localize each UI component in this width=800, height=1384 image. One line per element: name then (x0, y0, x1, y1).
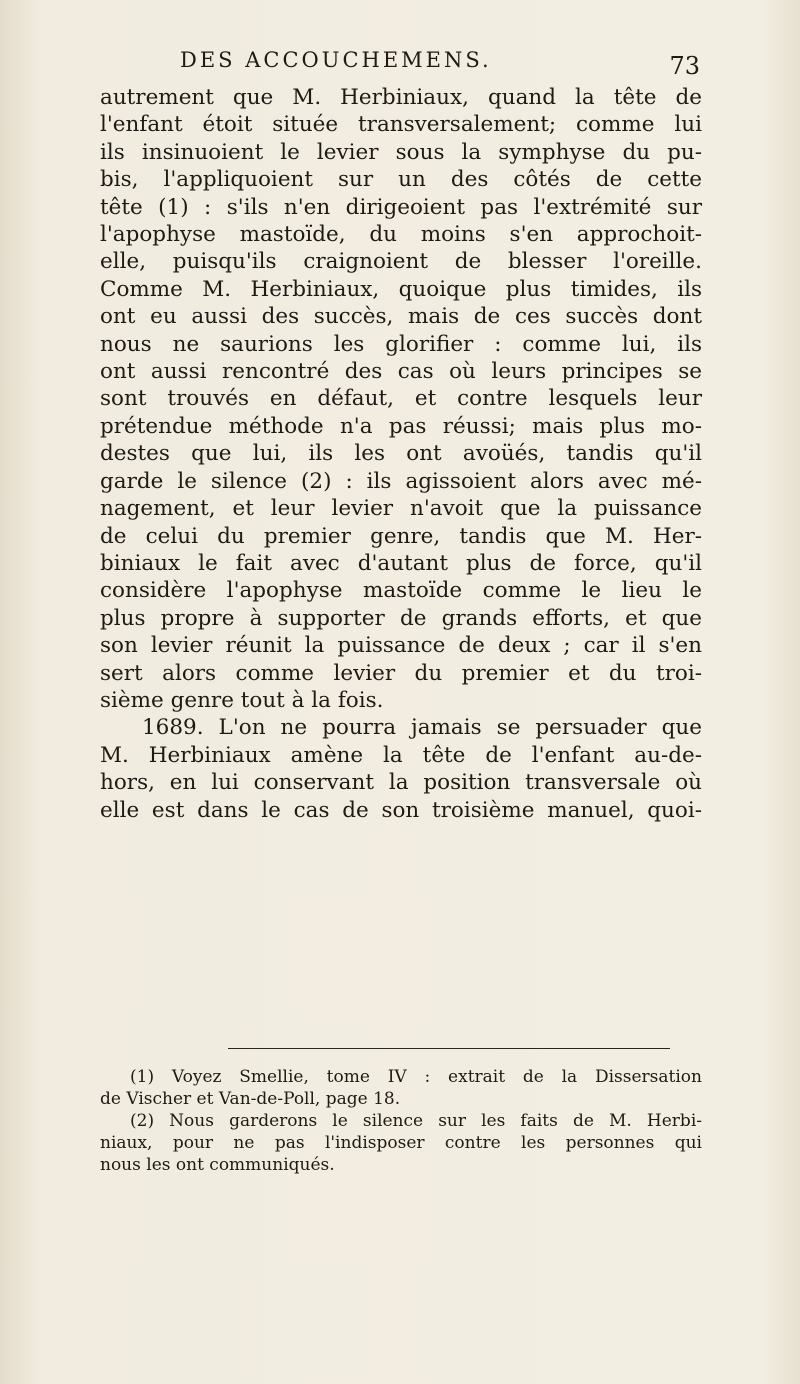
text-line: ont aussi rencontré des cas où leurs principes se (100, 359, 702, 385)
footnotes (100, 1066, 702, 1176)
text-line: bis, l'appliquoient sur un des côtés de cette (100, 167, 702, 193)
text-line: Comme M. Herbiniaux, quoique plus timides, ils (100, 276, 702, 302)
main-text (100, 84, 702, 824)
footnote-line: de Vischer et Van-de-Poll, page 18. (100, 1089, 401, 1109)
text-line: elle, puisqu'ils craignoient de blesser l'oreille. (100, 249, 702, 275)
text-line: sième genre tout à la fois. (100, 687, 384, 713)
footnote-line: (2) Nous garderons le silence sur les faits de M. Herbi- (130, 1111, 702, 1131)
footnote-line: niaux, pour ne pas l'indisposer contre les personnes qui (100, 1133, 702, 1153)
text-line: ont eu aussi des succès, mais de ces succès dont (100, 304, 702, 330)
page-header (180, 48, 700, 84)
text-line: nagement, et leur levier n'avoit que la puissance (100, 496, 702, 522)
text-line: ils insinuoient le levier sous la symphyse du pu- (100, 139, 702, 165)
page-number: 73 (669, 52, 700, 80)
text-line: sont trouvés en défaut, et contre lesquels leur (100, 386, 702, 412)
text-line: destes que lui, ils les ont avoüés, tandis qu'il (100, 441, 702, 467)
text-line: nous ne saurions les glorifier : comme lui, ils (100, 331, 702, 357)
text-line: considère l'apophyse mastoïde comme le lieu le (100, 578, 702, 604)
text-line: l'apophyse mastoïde, du moins s'en approchoit- (100, 222, 702, 248)
text-line: plus propre à supporter de grands efforts, et que (100, 605, 702, 631)
footnote-line: nous les ont communiqués. (100, 1155, 335, 1175)
footnote-divider (228, 1048, 670, 1049)
text-line: sert alors comme levier du premier et du troi- (100, 660, 702, 686)
text-line: hors, en lui conservant la position transversale où (100, 770, 702, 796)
text-line: tête (1) : s'ils n'en dirigeoient pas l'extrémité sur (100, 194, 702, 220)
text-line: son levier réunit la puissance de deux ; car il s'en (100, 633, 702, 659)
text-line: garde le silence (2) : ils agissoient alors avec mé- (100, 468, 702, 494)
text-line: l'enfant étoit située transversalement; comme lui (100, 112, 702, 138)
text-line: elle est dans le cas de son troisième manuel, quoi- (100, 797, 702, 823)
text-line: de celui du premier genre, tandis que M. Her- (100, 523, 702, 549)
footnote-line: (1) Voyez Smellie, tome IV : extrait de la Dissersation (130, 1067, 702, 1087)
running-head: DES ACCOUCHEMENS. (180, 48, 492, 72)
text-line: autrement que M. Herbiniaux, quand la tête de (100, 85, 702, 110)
text-line: M. Herbiniaux amène la tête de l'enfant au-de- (100, 742, 702, 768)
text-line: biniaux le fait avec d'autant plus de force, qu'il (100, 550, 702, 576)
text-line: 1689. L'on ne pourra jamais se persuader que (142, 715, 702, 741)
text-line: prétendue méthode n'a pas réussi; mais plus mo- (100, 413, 702, 439)
